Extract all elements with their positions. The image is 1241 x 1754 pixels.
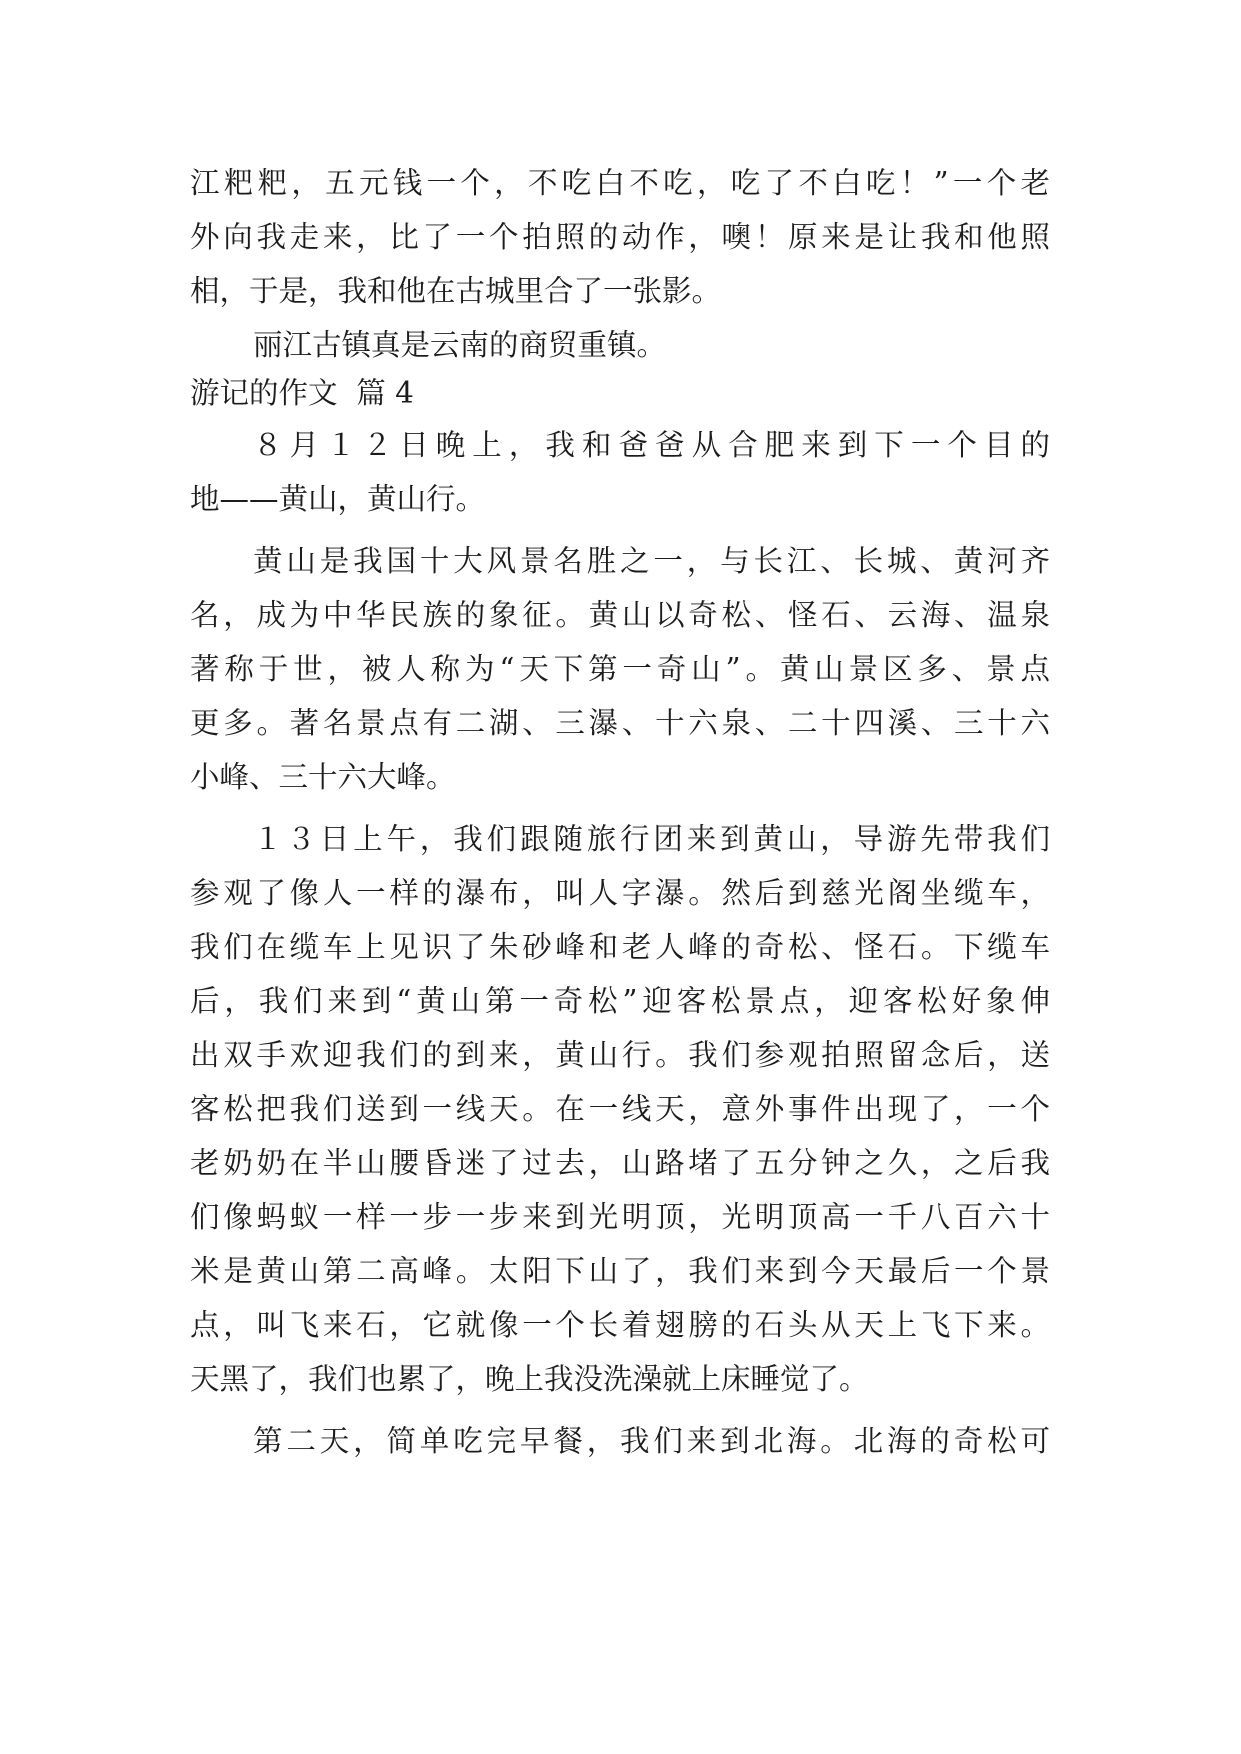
text-line: 点，叫飞来石，它就像一个长着翅膀的石头从天上飞下来。 bbox=[190, 1308, 1050, 1342]
text-line: 米是黄山第二高峰。太阳下山了，我们来到今天最后一个景 bbox=[190, 1254, 1050, 1288]
text-line: 外向我走来，比了一个拍照的动作，噢！原来是让我和他照 bbox=[190, 220, 1050, 254]
text-line: 天黑了，我们也累了，晚上我没洗澡就上床睡觉了。 bbox=[190, 1362, 869, 1396]
text-line: 地——黄山，黄山行。 bbox=[190, 482, 486, 516]
text-line: 名，成为中华民族的象征。黄山以奇松、怪石、云海、温泉 bbox=[190, 598, 1050, 632]
text-line: 相，于是，我和他在古城里合了一张影。 bbox=[190, 274, 722, 308]
text-line: 出双手欢迎我们的到来，黄山行。我们参观拍照留念后，送 bbox=[190, 1038, 1050, 1072]
text-line: 更多。著名景点有二湖、三瀑、十六泉、二十四溪、三十六 bbox=[190, 706, 1050, 740]
text-line: 客松把我们送到一线天。在一线天，意外事件出现了，一个 bbox=[190, 1092, 1050, 1126]
text-line: 后，我们来到“黄山第一奇松”迎客松景点，迎客松好象伸 bbox=[190, 984, 1050, 1018]
text-line: 著称于世，被人称为“天下第一奇山”。黄山景区多、景点 bbox=[190, 652, 1050, 686]
paragraph-line: 丽江古镇真是云南的商贸重镇。 bbox=[253, 328, 667, 362]
paragraph-line: ８月１２日晚上，我和爸爸从合肥来到下一个目的 bbox=[253, 428, 1050, 462]
text-line: 参观了像人一样的瀑布，叫人字瀑。然后到慈光阁坐缆车， bbox=[190, 876, 1050, 910]
text-line: 我们在缆车上见识了朱砂峰和老人峰的奇松、怪石。下缆车 bbox=[190, 930, 1050, 964]
text-line: 们像蚂蚁一样一步一步来到光明顶，光明顶高一千八百六十 bbox=[190, 1200, 1050, 1234]
paragraph-line: １３日上午，我们跟随旅行团来到黄山，导游先带我们 bbox=[253, 822, 1050, 856]
text-line: 江粑粑，五元钱一个，不吃白不吃，吃了不白吃！”一个老 bbox=[190, 166, 1050, 200]
section-heading: 游记的作文 篇 4 bbox=[190, 376, 414, 410]
text-line: 小峰、三十六大峰。 bbox=[190, 760, 456, 794]
text-line: 老奶奶在半山腰昏迷了过去，山路堵了五分钟之久，之后我 bbox=[190, 1146, 1050, 1180]
paragraph-line: 黄山是我国十大风景名胜之一，与长江、长城、黄河齐 bbox=[253, 544, 1050, 578]
paragraph-line: 第二天，简单吃完早餐，我们来到北海。北海的奇松可 bbox=[253, 1424, 1050, 1458]
